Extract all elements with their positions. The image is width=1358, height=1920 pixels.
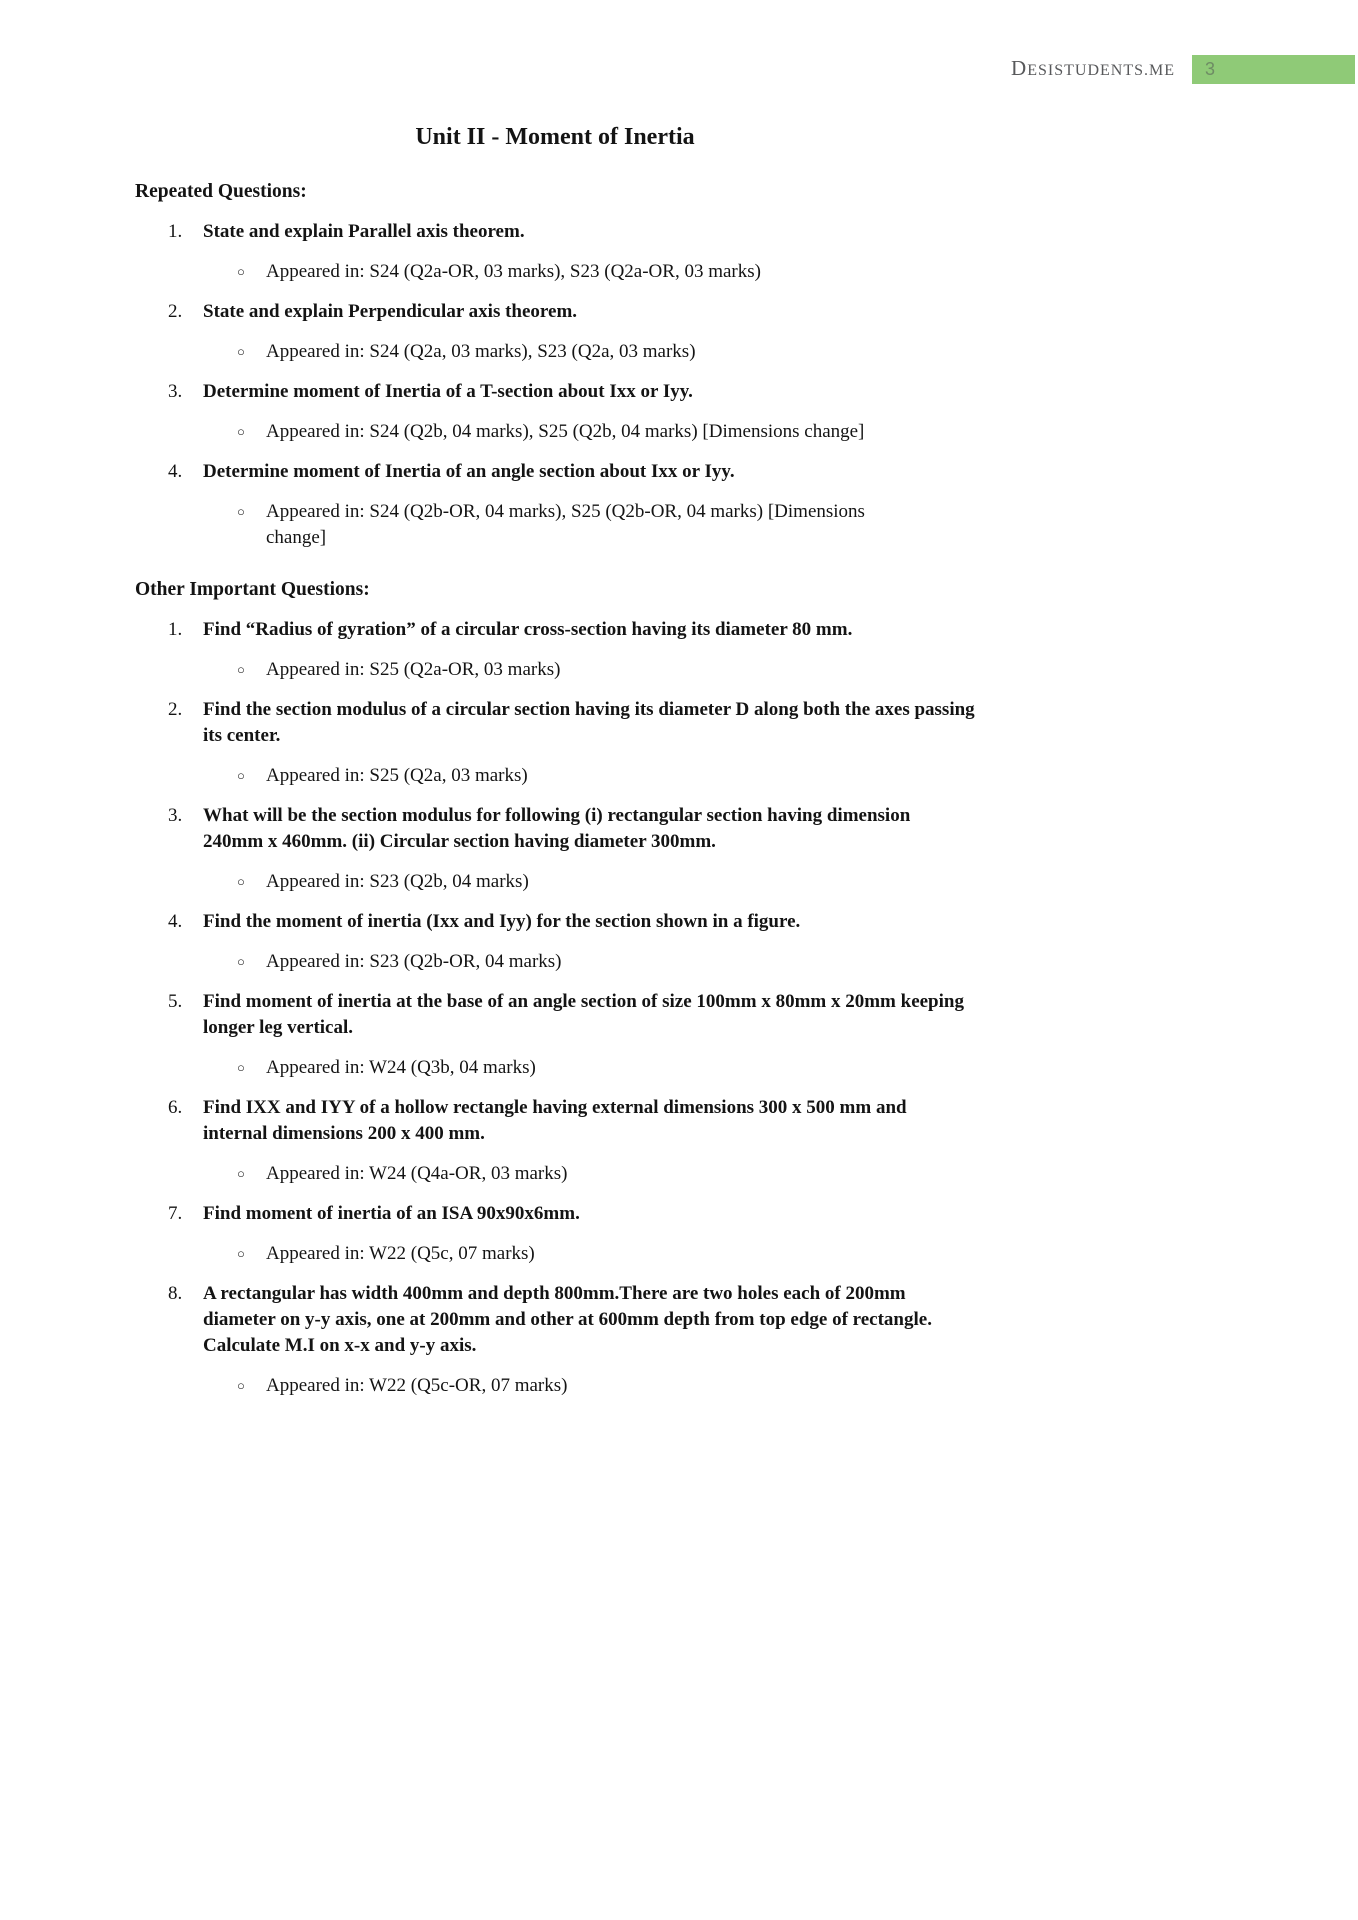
- section-heading-other-important-questions: Other Important Questions:: [135, 579, 370, 600]
- question-item: [135, 803, 975, 855]
- circle-bullet-icon: ○: [237, 264, 245, 279]
- question-number: 5.: [168, 991, 183, 1012]
- circle-bullet-icon: ○: [237, 504, 245, 519]
- circle-bullet-icon: ○: [237, 424, 245, 439]
- question-number: 6.: [168, 1097, 183, 1118]
- appearance-text: Appeared in: W22 (Q5c-OR, 07 marks): [266, 1375, 568, 1396]
- question-item: [135, 1201, 975, 1227]
- appearance-line: [135, 657, 975, 683]
- question-text: Find moment of inertia at the base of an angle section of size 100mm x 80mm x 20mm keeping longer leg vertical.: [203, 991, 964, 1038]
- question-item: [135, 379, 975, 405]
- appearance-text: Appeared in: S24 (Q2b-OR, 04 marks), S25 (Q2b-OR, 04 marks) [Dimensions change]: [266, 501, 865, 548]
- page-number: 3: [1205, 59, 1216, 79]
- appearance-line: [135, 763, 975, 789]
- circle-bullet-icon: ○: [237, 874, 245, 889]
- question-text: State and explain Parallel axis theorem.: [203, 221, 525, 242]
- question-item: [135, 909, 975, 935]
- appearance-text: Appeared in: S23 (Q2b-OR, 04 marks): [266, 951, 562, 972]
- appearance-line: [135, 1241, 975, 1267]
- appearance-text: Appeared in: S25 (Q2a, 03 marks): [266, 765, 528, 786]
- circle-bullet-icon: ○: [237, 344, 245, 359]
- appearance-text: Appeared in: W22 (Q5c, 07 marks): [266, 1243, 535, 1264]
- question-number: 1.: [168, 221, 183, 242]
- question-item: [135, 459, 975, 485]
- document-content: [135, 121, 975, 1399]
- question-text: Find “Radius of gyration” of a circular cross-section having its diameter 80 mm.: [203, 619, 853, 640]
- appearance-line: [135, 339, 975, 365]
- appearance-line: [135, 419, 975, 445]
- question-number: 3.: [168, 381, 183, 402]
- question-number: 4.: [168, 911, 183, 932]
- question-number: 3.: [168, 805, 183, 826]
- appearance-text: Appeared in: W24 (Q4a-OR, 03 marks): [266, 1163, 568, 1184]
- question-number: 2.: [168, 699, 183, 720]
- question-item: [135, 697, 975, 749]
- appearance-line: [135, 499, 975, 551]
- appearance-text: Appeared in: W24 (Q3b, 04 marks): [266, 1057, 536, 1078]
- question-text: Determine moment of Inertia of a T-section about Ixx or Iyy.: [203, 381, 693, 402]
- question-number: 8.: [168, 1283, 183, 1304]
- question-number: 7.: [168, 1203, 183, 1224]
- appearance-line: [135, 949, 975, 975]
- section-heading-repeated-questions: Repeated Questions:: [135, 181, 307, 202]
- page-number-badge: [1192, 55, 1355, 84]
- question-item: [135, 219, 975, 245]
- document-title: Unit II - Moment of Inertia: [415, 124, 695, 150]
- appearance-text: Appeared in: S25 (Q2a-OR, 03 marks): [266, 659, 561, 680]
- question-number: 1.: [168, 619, 183, 640]
- circle-bullet-icon: ○: [237, 954, 245, 969]
- appearance-text: Appeared in: S24 (Q2a-OR, 03 marks), S23 (Q2a-OR, 03 marks): [266, 261, 761, 282]
- question-number: 4.: [168, 461, 183, 482]
- circle-bullet-icon: ○: [237, 1378, 245, 1393]
- question-item: [135, 299, 975, 325]
- page-header: [0, 0, 1358, 85]
- question-text: Determine moment of Inertia of an angle section about Ixx or Iyy.: [203, 461, 735, 482]
- circle-bullet-icon: ○: [237, 1246, 245, 1261]
- appearance-text: Appeared in: S24 (Q2a, 03 marks), S23 (Q2a, 03 marks): [266, 341, 696, 362]
- question-text: What will be the section modulus for following (i) rectangular section having dimension 240mm x 460mm. (ii) Circular section having diameter 300mm.: [203, 805, 911, 852]
- appearance-line: [135, 1161, 975, 1187]
- question-item: [135, 1281, 975, 1359]
- question-text: Find moment of inertia of an ISA 90x90x6mm.: [203, 1203, 580, 1224]
- circle-bullet-icon: ○: [237, 1060, 245, 1075]
- question-text: Find the section modulus of a circular section having its diameter D along both the axes passing its center.: [203, 699, 975, 746]
- appearance-line: [135, 869, 975, 895]
- question-text: Find the moment of inertia (Ixx and Iyy) for the section shown in a figure.: [203, 911, 801, 932]
- site-name: DESISTUDENTS.ME: [1011, 56, 1175, 80]
- question-text: Find IXX and IYY of a hollow rectangle having external dimensions 300 x 500 mm and internal dimensions 200 x 400 mm.: [203, 1097, 907, 1144]
- question-item: [135, 617, 975, 643]
- question-item: [135, 989, 975, 1041]
- appearance-line: [135, 259, 975, 285]
- question-number: 2.: [168, 301, 183, 322]
- question-text: A rectangular has width 400mm and depth 800mm.There are two holes each of 200mm diameter on y-y axis, one at 200mm and other at 600mm depth from top edge of rectangle. Calculate M.I on x-x and y-y axis.: [203, 1283, 932, 1356]
- question-text: State and explain Perpendicular axis theorem.: [203, 301, 578, 322]
- appearance-line: [135, 1373, 975, 1399]
- circle-bullet-icon: ○: [237, 662, 245, 677]
- circle-bullet-icon: ○: [237, 768, 245, 783]
- appearance-text: Appeared in: S23 (Q2b, 04 marks): [266, 871, 529, 892]
- appearance-text: Appeared in: S24 (Q2b, 04 marks), S25 (Q2b, 04 marks) [Dimensions change]: [266, 421, 865, 442]
- appearance-line: [135, 1055, 975, 1081]
- question-item: [135, 1095, 975, 1147]
- circle-bullet-icon: ○: [237, 1166, 245, 1181]
